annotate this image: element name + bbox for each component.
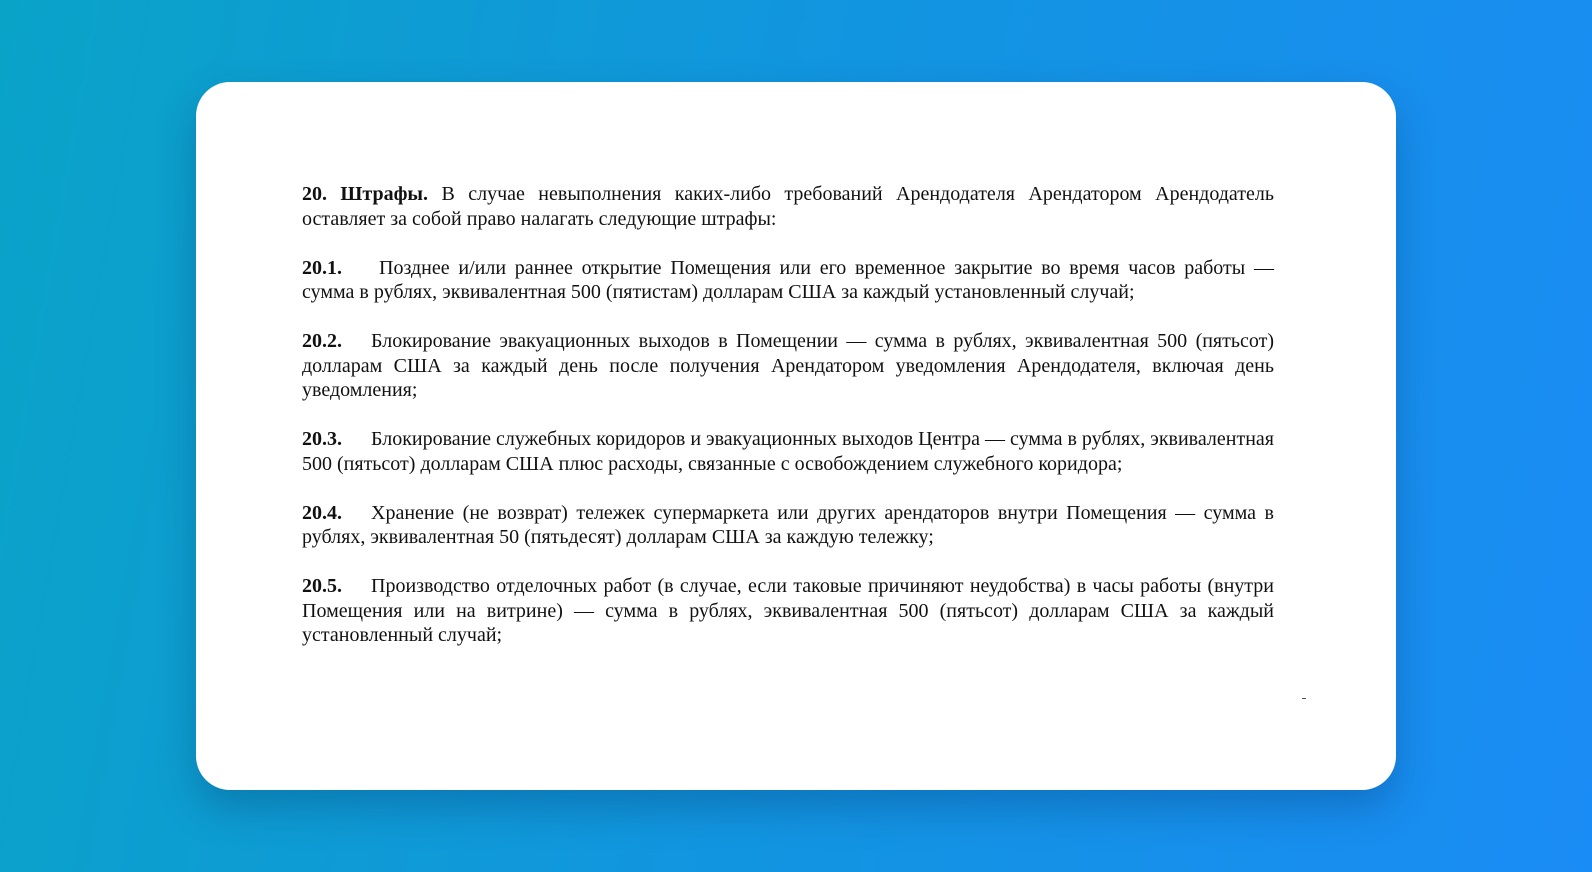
list-item xyxy=(302,427,1274,476)
scan-mark xyxy=(1302,698,1306,699)
list-item xyxy=(302,256,1274,305)
list-item xyxy=(302,501,1274,550)
item-text: Блокирование служебных коридоров и эвакуационных выходов Центра — сумма в рублях, эквивалентная 500 (пятьсот) долларам США плюс расходы, связанные с освобождением служебного коридора; xyxy=(302,428,1274,475)
item-number: 20.1. xyxy=(302,256,342,279)
document-text xyxy=(302,182,1274,648)
item-number: 20.2. xyxy=(302,330,342,352)
list-item xyxy=(302,574,1274,648)
list-item xyxy=(302,329,1274,403)
item-text: Блокирование эвакуационных выходов в Помещении — сумма в рублях, эквивалентная 500 (пятьсот) долларам США за каждый день после получения Арендатором уведомления Арендодателя, включая день уведомления; xyxy=(302,330,1274,401)
item-text: Производство отделочных работ (в случае, если таковые причиняют неудобства) в часы работы (внутри Помещения или на витрине) — сумма в рублях, эквивалентная 500 (пятьсот) долларам США за каждый установленный случай; xyxy=(302,575,1274,646)
item-text: Хранение (не возврат) тележек супермаркета или других арендаторов внутри Помещения — сумма в рублях, эквивалентная 50 (пятьдесят) долларам США за каждую тележку; xyxy=(302,501,1274,548)
item-text: Позднее и/или раннее открытие Помещения или его временное закрытие во время часов работы — сумма в рублях, эквивалентная 500 (пятистам) долларам США за каждый установленный случай; xyxy=(302,256,1274,303)
intro-text: В случае невыполнения каких-либо требований Арендодателя Арендатором Арендодатель оставляет за собой право налагать следующие штрафы: xyxy=(302,183,1275,230)
item-number: 20.5. xyxy=(302,575,342,597)
document-card xyxy=(196,82,1396,790)
intro-paragraph xyxy=(302,182,1274,231)
item-number: 20.3. xyxy=(302,428,342,450)
item-number: 20.4. xyxy=(302,501,342,524)
section-heading: 20. Штрафы. xyxy=(302,183,429,205)
